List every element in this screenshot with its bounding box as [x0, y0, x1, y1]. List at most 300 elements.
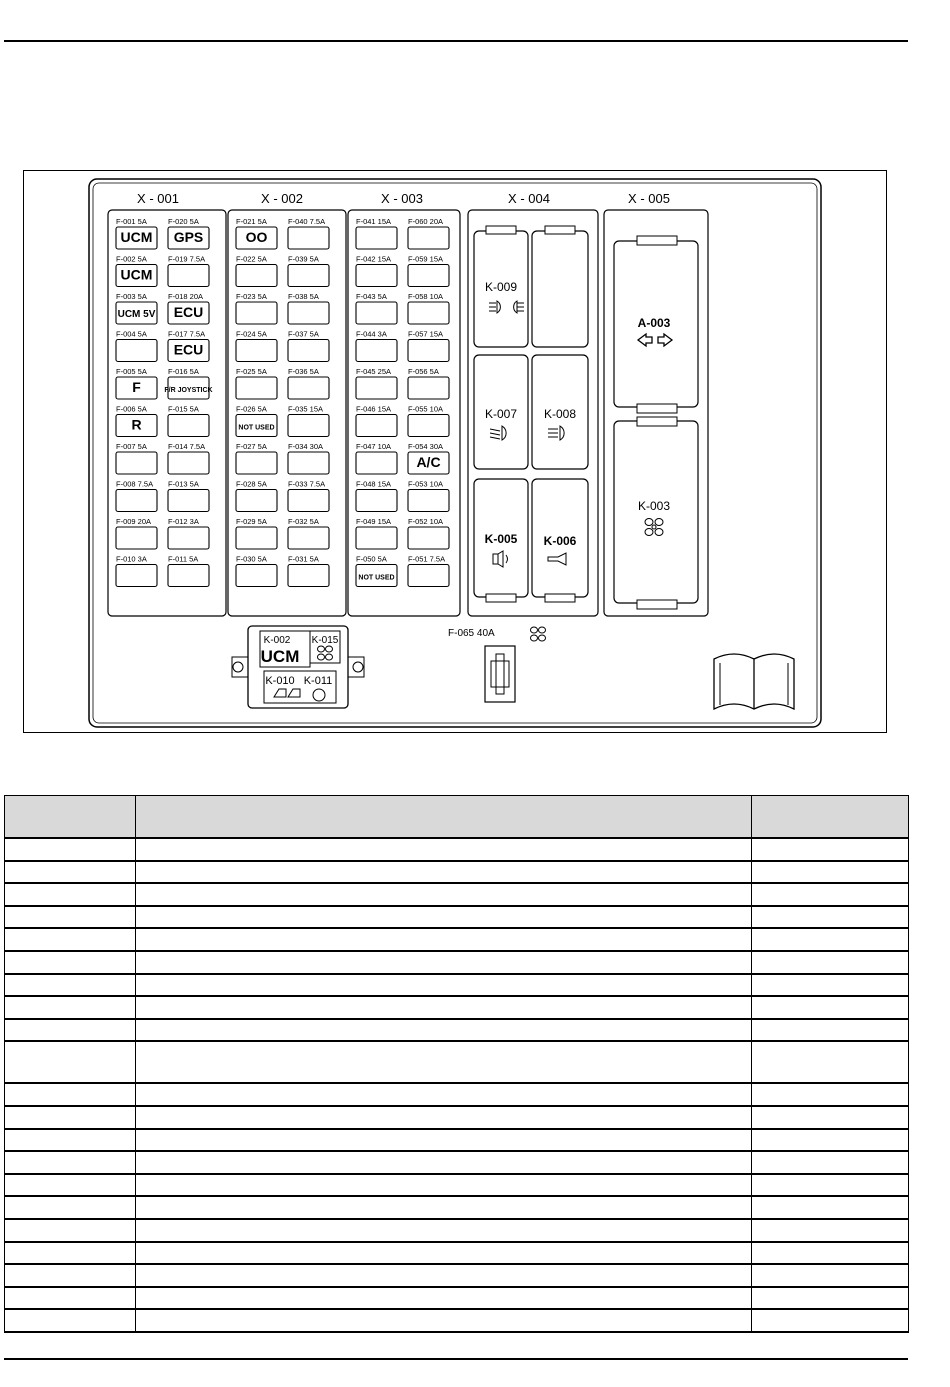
fuse-icon-text: NOT USED: [238, 424, 275, 432]
fuse-icon-box: [116, 527, 157, 549]
fuse-slot: [356, 405, 397, 437]
column-header-rating: [752, 796, 909, 839]
fuse-label: F-021 5A: [236, 217, 267, 226]
fuse-slot: [168, 255, 209, 287]
fuse-label: F-004 5A: [116, 329, 147, 339]
fuse-slot: [168, 555, 209, 587]
fuse-label: F-039 5A: [288, 254, 319, 264]
relay-k003-label: K-003: [637, 499, 671, 513]
fuse-label: F-047 10A: [356, 442, 392, 451]
fuse-label: F-041 15A: [356, 217, 392, 226]
fuse-slot: [116, 442, 157, 474]
description-cell: [136, 1264, 752, 1287]
fuse-icon-box: [356, 527, 397, 549]
relay-a003-label: A-003: [637, 316, 671, 330]
rating-cell: [752, 951, 909, 974]
fuse-slot: [168, 405, 209, 437]
fuse-label: F-006 5A: [116, 404, 147, 414]
fuse-slot: [356, 480, 397, 512]
relay-a003-socket: [614, 236, 698, 413]
rating-cell: [752, 1106, 909, 1129]
fuse-slot: [116, 330, 157, 362]
fuse-slot: [288, 442, 329, 474]
fan-icon: [645, 519, 663, 536]
relay-k002-label: K-002: [263, 635, 291, 646]
fuse-icon-box: [168, 565, 209, 587]
fuse-icon-box: [116, 452, 157, 474]
fuse-slot: [408, 255, 449, 287]
fuse-icon-box: [288, 265, 329, 287]
table-row: [5, 883, 909, 906]
fuse-cell: [5, 1129, 136, 1152]
description-cell: [136, 1219, 752, 1242]
fuse-icon-text: UCM: [120, 229, 153, 245]
table-row: [5, 951, 909, 974]
relay-k010-label: K-010: [265, 675, 295, 687]
fuse-label: F-057 15A: [408, 329, 444, 339]
description-cell: [136, 951, 752, 974]
fuse-icon-box: [236, 265, 277, 287]
fuse-icon-box: [168, 415, 209, 437]
table-row: [5, 1151, 909, 1174]
fuse-label: F-060 20A: [408, 217, 444, 226]
rating-cell: [752, 996, 909, 1019]
description-cell: [136, 838, 752, 861]
fuse-f065-label: F-065 40A: [448, 628, 495, 639]
fuse-label: F-018 20A: [168, 292, 204, 301]
relay-k009-label: K-009: [484, 280, 518, 294]
fuse-icon-box: [288, 340, 329, 362]
fuse-slot: [356, 442, 397, 474]
table-row: [5, 1264, 909, 1287]
fuse-slot: [288, 367, 329, 399]
fuse-label: F-043 5A: [356, 292, 387, 301]
fuse-icon-box: [408, 527, 449, 549]
fuse-cell: [5, 906, 136, 929]
description-cell: [136, 1083, 752, 1106]
fuse-slot: [116, 255, 157, 287]
fuse-slot: [116, 555, 157, 587]
fuse-slot: [356, 217, 397, 249]
fuse-slot: [408, 480, 449, 512]
fuse-cell: [5, 1106, 136, 1129]
fuse-label: F-010 3A: [116, 554, 147, 564]
fuse-label: F-017 7.5A: [168, 329, 206, 339]
fuse-slot: [356, 330, 397, 362]
fuse-icon-box: [408, 490, 449, 512]
fuse-slot: [408, 330, 449, 362]
fuse-icon-text: ECU: [173, 341, 204, 358]
column-header-description: [136, 796, 752, 839]
low-beam-icon: [490, 426, 506, 440]
rating-cell: [752, 883, 909, 906]
fuse-label: F-059 15A: [408, 254, 444, 264]
fuse-label: F-026 5A: [236, 404, 267, 414]
relay-module: [232, 626, 364, 708]
bottom-rule: [4, 1358, 908, 1360]
rating-cell: [752, 928, 909, 951]
relay-k008-socket: [532, 355, 588, 469]
fuse-icon-box: [168, 452, 209, 474]
fuse-cell: [5, 974, 136, 997]
fuse-icon-text: GPS: [173, 229, 204, 245]
fuse-slot: [408, 292, 449, 324]
fuse-cell: [5, 1041, 136, 1083]
fuse-icon-box: [356, 302, 397, 324]
fuse-slot: [408, 405, 449, 437]
fuse-icon-box: [168, 490, 209, 512]
rating-cell: [752, 1219, 909, 1242]
rating-cell: [752, 906, 909, 929]
fuse-label: F-009 20A: [116, 517, 152, 526]
fuse-icon-box: [236, 565, 277, 587]
fuse-icon-box: [288, 527, 329, 549]
relay-k005-label: K-005: [484, 532, 518, 546]
rating-cell: [752, 838, 909, 861]
fuse-label: F-050 5A: [356, 554, 387, 564]
fuse-icon-box: [288, 377, 329, 399]
fuse-icon-box: [356, 490, 397, 512]
fuse-slot: [288, 555, 329, 587]
relay-k015-label: K-015: [311, 635, 339, 646]
fuse-slot: [288, 255, 329, 287]
fuse-slot: [116, 217, 157, 249]
fuse-slot: [288, 405, 329, 437]
fuse-label: F-037 5A: [288, 329, 319, 339]
relay-empty-socket: [532, 226, 588, 347]
fuse-label: F-003 5A: [116, 292, 147, 301]
fuse-label: F-007 5A: [116, 442, 147, 451]
fuse-label: F-014 7.5A: [168, 442, 206, 451]
table-row: [5, 1309, 909, 1332]
description-cell: [136, 928, 752, 951]
fuse-label: F-049 15A: [356, 517, 392, 526]
fuse-slot: [168, 292, 209, 324]
rating-cell: [752, 1041, 909, 1083]
fuse-slot: [116, 292, 157, 324]
fuse-slot: [236, 367, 277, 399]
fuse-icon-box: [288, 302, 329, 324]
fuse-slot: [236, 330, 277, 362]
description-cell: [136, 1129, 752, 1152]
fuse-label: F-052 10A: [408, 517, 444, 526]
fuse-label: F-036 5A: [288, 367, 319, 376]
description-cell: [136, 1019, 752, 1042]
fuse-label: F-016 5A: [168, 367, 199, 376]
fuse-label: F-032 5A: [288, 517, 319, 526]
fuse-label: F-058 10A: [408, 292, 444, 301]
fuse-slot: [164, 367, 212, 399]
fuse-label: F-023 5A: [236, 292, 267, 301]
section-x003-label: X - 003: [381, 191, 423, 206]
horn-buzzer-icon: [493, 551, 508, 567]
fuse-slot: [356, 255, 397, 287]
relay-k007-label: K-007: [484, 407, 518, 421]
description-cell: [136, 1174, 752, 1197]
description-cell: [136, 1151, 752, 1174]
fuse-slot: [356, 292, 397, 324]
relay-k006-label: K-006: [543, 534, 577, 548]
fuse-slot: [356, 367, 397, 399]
rating-cell: [752, 861, 909, 884]
fuse-slot: [288, 330, 329, 362]
fuse-slot: [288, 217, 329, 249]
fuse-label: F-019 7.5A: [168, 254, 206, 264]
fuse-label: F-044 3A: [356, 329, 387, 339]
table-row: [5, 1242, 909, 1265]
table-header-row: [5, 796, 909, 839]
fuse-cell: [5, 1019, 136, 1042]
turn-signal-icon: [638, 334, 672, 346]
fuse-label: F-054 30A: [408, 442, 444, 451]
fuse-slot: [408, 442, 449, 474]
table-row: [5, 1287, 909, 1310]
fuse-label: F-034 30A: [288, 442, 324, 451]
rating-cell: [752, 974, 909, 997]
fuse-slot: [236, 292, 277, 324]
fuse-icon-text: F: [132, 379, 141, 395]
fuse-icon-box: [236, 377, 277, 399]
fuse-slot: [288, 292, 329, 324]
fuse-icon-text: OO: [245, 229, 268, 245]
fuse-label: F-030 5A: [236, 554, 267, 564]
fuse-slot: [236, 405, 277, 437]
rating-cell: [752, 1196, 909, 1219]
fuse-label: F-048 15A: [356, 479, 392, 489]
table-row: [5, 974, 909, 997]
fuse-legend-table: [4, 795, 909, 1333]
description-cell: [136, 1196, 752, 1219]
fuse-icon-box: [356, 340, 397, 362]
table-row: [5, 1196, 909, 1219]
rating-cell: [752, 1264, 909, 1287]
fuse-icon-box: [408, 565, 449, 587]
fuse-icon-box: [236, 490, 277, 512]
fuse-icon-box: [116, 490, 157, 512]
fuse-icon-box: [288, 490, 329, 512]
fuse-icon-text: NOT USED: [358, 574, 395, 582]
fuse-label: F-027 5A: [236, 442, 267, 451]
fuse-slot: [236, 255, 277, 287]
fuse-label: F-015 5A: [168, 404, 199, 414]
fan-icon: [318, 646, 333, 660]
fuse-icon-box: [236, 527, 277, 549]
wiper-icon: [274, 689, 300, 697]
fuse-label: F-053 10A: [408, 479, 444, 489]
relay-k008-label: K-008: [543, 407, 577, 421]
relay-k006-socket: [532, 479, 588, 602]
section-x004-label: X - 004: [508, 191, 550, 206]
fuse-label: F-051 7.5A: [408, 554, 446, 564]
fuse-slot: [288, 517, 329, 549]
fuse-slot: [168, 517, 209, 549]
high-beam-icon: [548, 426, 564, 440]
fuse-icon-text: ECU: [173, 304, 204, 320]
fuse-icon-box: [356, 265, 397, 287]
fuse-icon-box: [288, 565, 329, 587]
fuse-cell: [5, 838, 136, 861]
relay-k009-socket: [474, 226, 528, 347]
table-row: [5, 996, 909, 1019]
relay-k003-socket: [614, 417, 698, 609]
headlight-icon: [489, 301, 524, 313]
fuse-cell: [5, 1309, 136, 1332]
fuse-label: F-001 5A: [116, 217, 147, 226]
rating-cell: [752, 1151, 909, 1174]
fuse-cell: [5, 1174, 136, 1197]
rating-cell: [752, 1129, 909, 1152]
fuse-label: F-033 7.5A: [288, 479, 326, 489]
rating-cell: [752, 1309, 909, 1332]
fuse-cell: [5, 1151, 136, 1174]
fuse-cell: [5, 951, 136, 974]
fuse-label: F-045 25A: [356, 367, 392, 376]
fuse-icon-box: [288, 227, 329, 249]
fuse-slot: [356, 517, 397, 549]
fuse-cell: [5, 861, 136, 884]
fuse-label: F-029 5A: [236, 517, 267, 526]
fuse-box-diagram: [23, 170, 887, 733]
fuse-slot: [168, 480, 209, 512]
fuse-slot: [236, 217, 277, 249]
table-row: [5, 1106, 909, 1129]
fuse-label: F-024 5A: [236, 329, 267, 339]
table-row: [5, 1174, 909, 1197]
fuse-label: F-013 5A: [168, 479, 199, 489]
fuse-label: F-022 5A: [236, 254, 267, 264]
fuse-label: F-028 5A: [236, 479, 267, 489]
fuse-label: F-008 7.5A: [116, 479, 154, 489]
ucm-module-label: UCM: [260, 647, 300, 666]
table-row: [5, 1219, 909, 1242]
fuse-icon-box: [116, 565, 157, 587]
fuse-label: F-011 5A: [168, 554, 199, 564]
fuse-icon-box: [288, 415, 329, 437]
description-cell: [136, 1287, 752, 1310]
fuse-icon-box: [408, 340, 449, 362]
fuse-icon-box: [408, 302, 449, 324]
fuse-label: F-042 15A: [356, 254, 392, 264]
fuse-slot: [116, 367, 157, 399]
fuse-icon-box: [168, 265, 209, 287]
fuse-icon-box: [236, 302, 277, 324]
rating-cell: [752, 1287, 909, 1310]
fuse-icon-box: [408, 227, 449, 249]
table-row: [5, 838, 909, 861]
column-header-fuse: [5, 796, 136, 839]
fuse-cell: [5, 1083, 136, 1106]
fuse-slot: [236, 555, 277, 587]
fuse-slot: [116, 405, 157, 437]
table-row: [5, 928, 909, 951]
rating-cell: [752, 1242, 909, 1265]
relay-k005-socket: [474, 479, 528, 602]
fuse-label: F-031 5A: [288, 554, 319, 564]
fuse-label: F-012 3A: [168, 517, 199, 526]
description-cell: [136, 996, 752, 1019]
fuse-label: F-046 15A: [356, 404, 392, 414]
fuse-cell: [5, 1219, 136, 1242]
rating-cell: [752, 1174, 909, 1197]
fuse-cell: [5, 1196, 136, 1219]
fuse-slot: [168, 442, 209, 474]
description-cell: [136, 1106, 752, 1129]
fuse-label: F-055 10A: [408, 404, 444, 414]
description-cell: [136, 1041, 752, 1083]
fuse-slot: [356, 555, 397, 587]
operator-manual-book-icon: [714, 654, 794, 709]
fuse-icon-text: R: [131, 416, 142, 433]
section-x005-label: X - 005: [628, 191, 670, 206]
fuse-slot: [168, 330, 209, 362]
fuse-icon-box: [288, 452, 329, 474]
fuse-slot: [408, 217, 449, 249]
relay-k007-socket: [474, 355, 528, 469]
fuse-cell: [5, 883, 136, 906]
rating-cell: [752, 1083, 909, 1106]
fuse-slot: [236, 480, 277, 512]
fuse-slot: [236, 517, 277, 549]
fuse-label: F-020 5A: [168, 217, 199, 226]
fuse-slot: [236, 442, 277, 474]
fuse-icon-box: [356, 415, 397, 437]
fuse-label: F-005 5A: [116, 367, 147, 376]
beacon-icon: [313, 689, 325, 701]
fuse-cell: [5, 928, 136, 951]
description-cell: [136, 883, 752, 906]
fuse-label: F-056 5A: [408, 367, 439, 376]
fuse-icon-box: [356, 452, 397, 474]
top-rule: [4, 40, 908, 42]
fuse-cell: [5, 1264, 136, 1287]
fuse-label: F-035 15A: [288, 404, 324, 414]
table-row: [5, 861, 909, 884]
fuse-icon-text: UCM 5V: [117, 309, 156, 320]
section-x001-label: X - 001: [137, 191, 179, 206]
fuse-icon-box: [356, 377, 397, 399]
fuse-icon-box: [236, 340, 277, 362]
description-cell: [136, 974, 752, 997]
fuse-label: F-038 5A: [288, 292, 319, 301]
table-row: [5, 1129, 909, 1152]
fuse-icon-box: [356, 227, 397, 249]
description-cell: [136, 906, 752, 929]
fuse-slot: [288, 480, 329, 512]
relay-k011-label: K-011: [303, 675, 333, 687]
fuse-slot: [408, 367, 449, 399]
fuse-slot: [408, 555, 449, 587]
fuse-slot: [168, 217, 209, 249]
table-row: [5, 1019, 909, 1042]
fuse-cell: [5, 996, 136, 1019]
horn-icon: [548, 553, 566, 565]
fuse-label: F-025 5A: [236, 367, 267, 376]
fuse-icon-text: UCM: [120, 266, 153, 283]
fuse-icon-text: F/R JOYSTICK: [164, 387, 213, 394]
table-row: [5, 1041, 909, 1083]
fuse-slot: [408, 517, 449, 549]
fuse-icon-box: [408, 265, 449, 287]
table-row: [5, 1083, 909, 1106]
fuse-icon-box: [236, 452, 277, 474]
fuse-label: F-040 7.5A: [288, 217, 326, 226]
section-x002-label: X - 002: [261, 191, 303, 206]
fuse-cell: [5, 1287, 136, 1310]
fuse-icon-box: [168, 527, 209, 549]
fuse-cell: [5, 1242, 136, 1265]
maxi-fuse-f065: [485, 646, 515, 702]
fuse-slot: [116, 480, 157, 512]
